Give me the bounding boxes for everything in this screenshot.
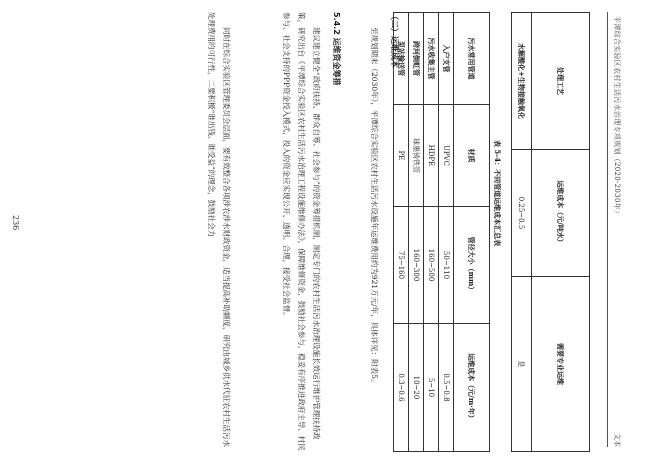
section-heading: 5.4.2 运维资金筹措	[332, 12, 341, 86]
table-row	[512, 13, 532, 452]
table-header: 处理工艺	[532, 13, 590, 150]
table-cell: PE	[394, 105, 409, 207]
table-header: 需要专业运维	[532, 277, 590, 452]
paragraph: 建议建立健全“政府扶持、群众自筹、社会参与”的资金筹措机制，制定专门的农村生活污水治理设施长效运行维护管理扶持政策，研究出台《平潭综合实验区农村生活污水治理工程设施维修办法》，保障维修资金，鼓励社会参与，稳妥有序推进政府主导、村民参与、社会支持的PPP资金投入模式，投入的资金应实现公开、透明、合理，接受社会监督。	[282, 12, 321, 451]
paragraph: 同时在综合实验区管理委员会层面，要有效整合各项涉农涉水财政资金，适当提高补助额度，研究由城乡供水代征农村生活污水处理费用的可行性，二要积极“谁出钱、谁受益”的理念，鼓励社会力	[207, 12, 231, 447]
table-header: 运维成本（元/m·年）	[454, 324, 490, 452]
table-row	[409, 13, 424, 452]
table-cell: 跨河倒虹管	[409, 13, 424, 105]
table-cell: 0.25~0.5	[512, 150, 532, 277]
table-caption: 表 5-4：不同管道运维成本汇总表	[493, 140, 502, 247]
treatment-cost-table	[511, 12, 590, 452]
table-header: 材质	[454, 105, 490, 207]
table-row	[424, 13, 439, 452]
page-number: 236	[11, 215, 20, 231]
table-cell: 5~10	[424, 324, 439, 452]
table-cell: 50~110	[439, 207, 454, 324]
table-cell: UPVC	[439, 105, 454, 207]
table-cell: 10~20	[409, 324, 424, 452]
table-row	[394, 13, 409, 452]
table-cell: 泵站输送管	[394, 13, 409, 105]
table-row	[439, 13, 454, 452]
section-heading: （二）运维成本	[390, 12, 399, 68]
table-cell: 0.5~0.8	[439, 324, 454, 452]
table-cell: 水解酸化+生物接触氧化	[512, 13, 532, 150]
pipe-cost-table	[393, 12, 490, 452]
running-header-title: 平潭综合实验区农村生活污水治理专项规划（2020-2030年）	[613, 16, 621, 218]
header-rule	[607, 12, 608, 447]
table-cell: 入户支管	[439, 13, 454, 105]
table-header: 管径大小（mm）	[454, 207, 490, 324]
table-cell: 160~500	[424, 207, 439, 324]
table-header: 污水常用管道	[454, 13, 490, 105]
paragraph: 至规划期末（2030年），平潭综合实验区农村生活污水设施年运维费用约为921万元/年，具体详见：附表5。	[370, 27, 379, 387]
table-header: 运维成本（元/吨水）	[532, 150, 590, 277]
table-cell: 污水收集主管	[424, 13, 439, 105]
table-cell: 75~160	[394, 207, 409, 324]
table-cell: 160~300	[409, 207, 424, 324]
table-cell: 球墨铸铁管	[409, 105, 424, 207]
table-cell: 是	[512, 277, 532, 452]
running-header-section: 文本	[613, 433, 621, 447]
table-cell: HDPE	[424, 105, 439, 207]
table-cell: 0.3~0.6	[394, 324, 409, 452]
